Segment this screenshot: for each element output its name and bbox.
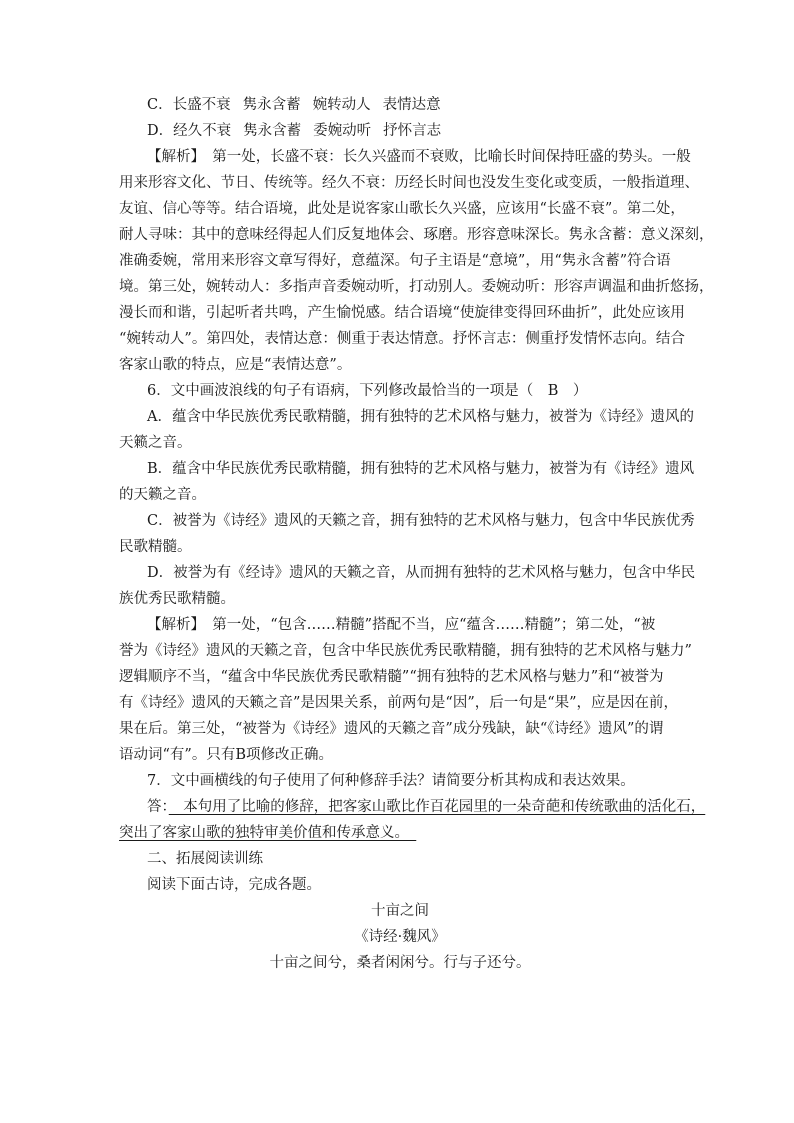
q6-option-b: B．蕴含中华民族优秀民歌精髓，拥有独特的艺术风格与魅力，被誉为有《诗经》遗风 (147, 461, 695, 477)
analysis-line: 友谊、信心等等。结合语境，此处是说客家山歌长久兴盛，应该用“长盛不衰”。第二处， (119, 201, 685, 217)
q6-options (119, 404, 696, 612)
analysis-line: 耐人寻味：其中的意味经得起人们反复地体会、琢磨。形容意味深长。隽永含蓄：意义深刻， (119, 227, 714, 243)
q7-answer (119, 794, 706, 820)
poem-title: 十亩之间 (371, 903, 429, 919)
analysis-line: 用来形容文化、节日、传统等。经久不衰：历经长时间也没发生变化或变质，一般指道理、 (119, 175, 699, 191)
option-term: 隽永含蓄 (242, 97, 301, 113)
q6-option-c-cont: 民歌精髓。 (119, 539, 192, 555)
analysis-line: 准确委婉，常用来形容文章写得好，意蕴深。句子主语是“意境”，用“隽永含蓄”符合语 (119, 253, 671, 269)
answer-label: 答： (147, 799, 169, 815)
answer-text: 突出了客家山歌的独特审美价值和传承意义。 (119, 825, 417, 841)
q5-option-c (119, 92, 681, 118)
option-term: 经久不衰 (173, 123, 232, 139)
section-heading: 二、拓展阅读训练 (147, 851, 263, 867)
option-label: C． (147, 97, 173, 113)
option-term: 婉转动人 (312, 97, 371, 113)
analysis-line: 【解析】 第一处，长盛不衰：长久兴盛而不衰败，比喻长时间保持旺盛的势头。一般 (147, 149, 691, 165)
q6-analysis (119, 612, 692, 768)
document-page (119, 92, 714, 976)
option-term: 委婉动听 (313, 123, 372, 139)
option-label: D． (147, 123, 174, 139)
analysis-line: 客家山歌的特点，应是“表情达意”。 (119, 357, 352, 373)
section-instruction: 阅读下面古诗，完成各题。 (147, 877, 321, 893)
q6-option-d: D．被誉为有《经诗》遗风的天籁之音，从而拥有独特的艺术风格与魅力，包含中华民 (147, 565, 696, 581)
option-term: 抒怀言志 (383, 123, 442, 139)
poem-source: 《诗经·魏风》 (354, 929, 446, 945)
answer-text: 本句用了比喻的修辞，把客家山歌比作百花园里的一朵奇葩和传统歌曲的活化石， (168, 799, 706, 815)
option-term: 隽永含蓄 (243, 123, 302, 139)
q6-option-c: C．被誉为《诗经》遗风的天籁之音，拥有独特的艺术风格与魅力，包含中华民族优秀 (147, 513, 695, 529)
option-term: 长盛不衰 (172, 97, 231, 113)
option-term: 表情达意 (382, 97, 441, 113)
analysis-line: 果在后。第三处，“被誉为《诗经》遗风的天籁之音”成分残缺，缺“《诗经》遗风”的谓 (119, 721, 664, 737)
analysis-line: 语动词“有”。只有B项修改正确。 (119, 747, 333, 763)
analysis-line: 逻辑顺序不当，“蕴含中华民族优秀民歌精髓”“拥有独特的艺术风格与魅力”和“被誉为 (119, 669, 664, 685)
q7-answer-cont (119, 820, 681, 846)
q5-analysis (119, 144, 714, 378)
analysis-line: 誉为《诗经》遗风的天籁之音，包含中华民族优秀民歌精髓，拥有独特的艺术风格与魅力” (119, 643, 692, 659)
q5-option-d (119, 118, 681, 144)
q6-option-b-cont: 的天籁之音。 (119, 487, 206, 503)
analysis-line: “婉转动人”。第四处，表情达意：侧重于表达情意。抒怀言志：侧重抒发情怀志向。结合 (119, 331, 685, 347)
poem-line: 十亩之间兮，桑者闲闲兮。行与子还兮。 (269, 955, 531, 971)
analysis-line: 境。第三处，婉转动人：多指声音委婉动听，打动别人。委婉动听：形容声调温和曲折悠扬， (119, 279, 714, 295)
q6-option-d-cont: 族优秀民歌精髓。 (119, 591, 235, 607)
analysis-line: 【解析】 第一处，“包含……精髓”搭配不当，应“蕴含……精髓”；第二处，“被 (147, 617, 656, 633)
q6-stem: 6．文中画波浪线的句子有语病，下列修改最恰当的一项是（ B ） (147, 383, 588, 399)
analysis-line: 漫长而和谐，引起听者共鸣，产生愉悦感。结合语境“使旋律变得回环曲折”，此处应该用 (119, 305, 685, 321)
q6-option-a: A．蕴含中华民族优秀民歌精髓，拥有独特的艺术风格与魅力，被誉为《诗经》遗风的 (147, 409, 694, 425)
analysis-line: 有《诗经》遗风的天籁之音”是因果关系，前两句是“因”，后一句是“果”，应是因在前， (119, 695, 679, 711)
q6-option-a-cont: 天籁之音。 (119, 435, 192, 451)
q7-stem: 7．文中画横线的句子使用了何种修辞手法？请简要分析其构成和表达效果。 (147, 773, 635, 789)
